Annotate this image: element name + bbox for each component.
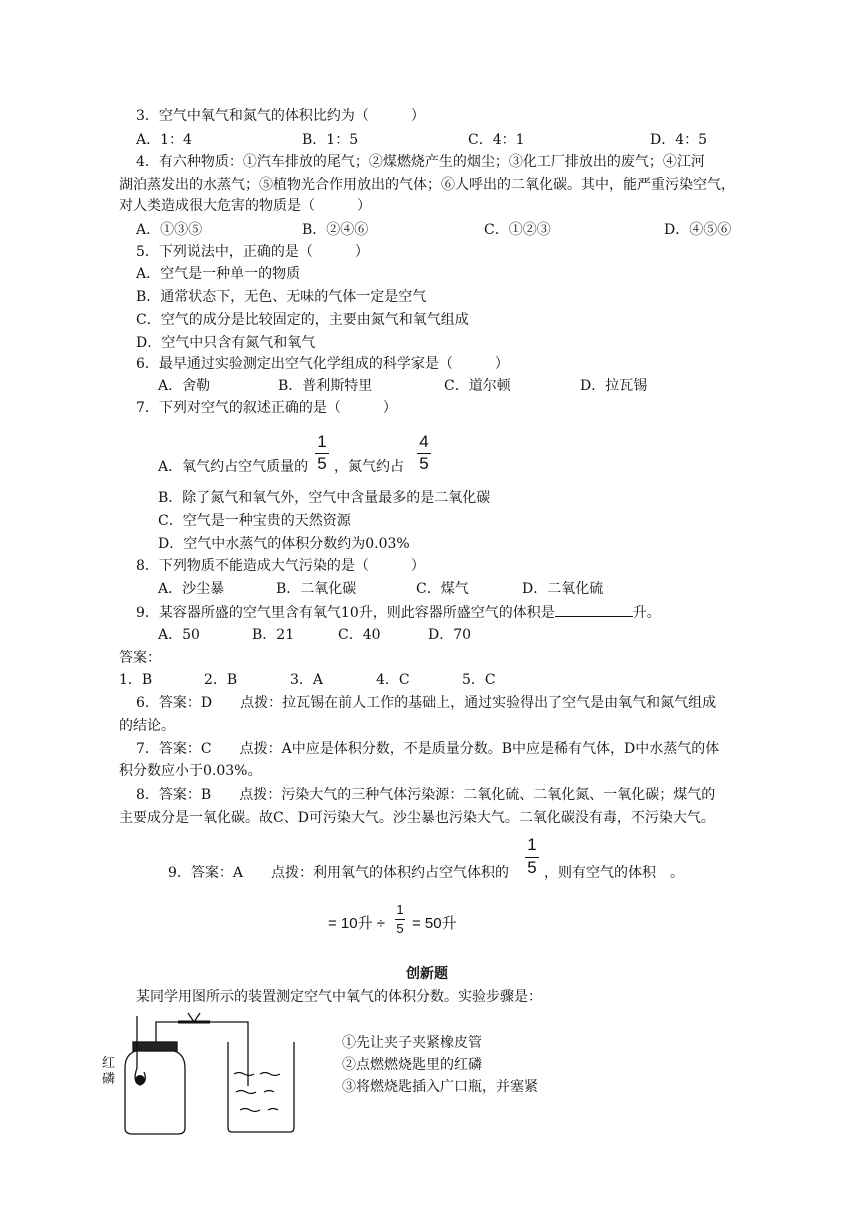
q7-frac1-numerator: 1	[317, 432, 327, 451]
answer-9-frac-denominator: 5	[527, 858, 537, 877]
q6-option-c: C．道尔顿	[444, 378, 511, 394]
q5-option-d: D．空气中只含有氮气和氧气	[136, 335, 316, 351]
q9-stem-before: 9．某容器所盛的空气里含有氧气10升，则此容器所盛空气的体积是	[136, 605, 555, 621]
q4-line-1: 4．有六种物质：①汽车排放的尾气；②煤燃烧产生的烟尘；③化工厂排放出的废气；④江河	[136, 154, 705, 170]
answer-1: 1．B	[119, 672, 153, 688]
equation-frac-denominator: 5	[396, 921, 404, 936]
q7-frac2-numerator: 4	[419, 432, 429, 451]
answer-9-frac-numerator: 1	[527, 835, 537, 854]
q9-option-b: B．21	[252, 627, 295, 643]
q4-option-b: B．②④⑥	[302, 222, 369, 238]
q5-stem: 5．下列说法中，正确的是（ ）	[136, 244, 369, 260]
q3-option-a: A．1：4	[136, 132, 192, 148]
beaker-outline	[228, 1042, 294, 1132]
bottle-outline	[125, 1050, 185, 1134]
q7-option-d: D．空气中水蒸气的体积分数约为0.03%	[158, 536, 410, 552]
innovation-title: 创新题	[406, 966, 448, 982]
equation-left: = 10升 ÷	[328, 915, 386, 932]
q4-line-2: 湖泊蒸发出的水蒸气；⑤植物光合作用放出的气体；⑥人呼出的二氧化碳。其中，能严重污染空气，	[119, 177, 735, 193]
q5-option-a: A．空气是一种单一的物质	[136, 266, 301, 282]
q6-option-b: B．普利斯特里	[278, 378, 373, 394]
q3-option-b: B．1：5	[302, 132, 359, 148]
water-wave	[234, 1073, 254, 1076]
equation-right: = 50升	[412, 915, 457, 932]
q6-stem: 6．最早通过实验测定出空气化学组成的科学家是（ ）	[136, 356, 509, 372]
answer-8-line-2: 主要成分是一氧化碳。故C、D可污染大气。沙尘暴也污染大气。二氧化碳没有毒，不污染大气。	[119, 810, 715, 826]
answers-heading: 答案：	[119, 650, 161, 666]
answer-7-line-2: 积分数应小于0.03%。	[119, 763, 262, 779]
q4-option-c: C．①②③	[484, 222, 551, 238]
answer-6-line-1: 6．答案：D 点拨：拉瓦锡在前人工作的基础上，通过实验得出了空气是由氧气和氮气组成	[136, 695, 717, 711]
q8-option-a: A．沙尘暴	[158, 581, 225, 597]
answer-9-part2: ，则有空气的体积 。	[544, 865, 684, 881]
q3-option-c: C．4：1	[468, 132, 525, 148]
q9-stem-after: 升。	[632, 605, 661, 621]
q7-stem: 7．下列对空气的叙述正确的是（ ）	[136, 400, 397, 416]
answer-9-part1: 9．答案：A 点拨：利用氧气的体积约占空气体积的	[168, 865, 510, 881]
answer-7-line-1: 7．答案：C 点拨：A中应是体积分数，不是质量分数。B中应是稀有气体，D中水蒸气的体	[136, 741, 720, 757]
innovation-step-1: ①先让夹子夹紧橡皮管	[342, 1035, 482, 1051]
q7-option-a-part1: A．氧气约占空气质量的	[158, 459, 309, 475]
q6-option-d: D．拉瓦锡	[580, 378, 648, 394]
q9-stem	[136, 602, 661, 623]
glass-tube-left	[156, 1022, 232, 1042]
q9-option-c: C．40	[338, 627, 381, 643]
q7-frac2-denominator: 5	[419, 454, 429, 473]
answer-3: 3．A	[290, 672, 324, 688]
apparatus-figure	[100, 1010, 330, 1140]
q5-option-b: B．通常状态下，无色、无味的气体一定是空气	[136, 289, 427, 305]
answer-6-line-2: 的结论。	[119, 718, 175, 734]
innovation-step-2: ②点燃燃烧匙里的红磷	[342, 1057, 482, 1073]
q4-option-d: D．④⑤⑥	[664, 222, 732, 238]
q5-option-c: C．空气的成分是比较固定的，主要由氮气和氧气组成	[136, 312, 469, 328]
answer-8-line-1: 8．答案：B 点拨：污染大气的三种气体污染源：二氧化硫、二氧化氮、一氧化碳；煤气的	[136, 787, 716, 803]
figure-label-red-phosphorus: 红磷	[102, 1056, 116, 1087]
q8-stem: 8．下列物质不能造成大气污染的是（ ）	[136, 558, 425, 574]
q8-option-c: C．煤气	[416, 581, 469, 597]
q4-option-a: A．①③⑤	[136, 222, 203, 238]
answer-2: 2．B	[204, 672, 238, 688]
stopper	[133, 1042, 177, 1051]
q8-option-b: B．二氧化碳	[276, 581, 357, 597]
q7-option-a-part2: ，氮气约占	[334, 459, 404, 475]
equation-frac-bar	[395, 919, 405, 920]
q3-stem: 3．空气中氧气和氮气的体积比约为（ ）	[136, 108, 425, 124]
q6-option-a: A．舍勒	[158, 378, 211, 394]
q9-option-d: D．70	[428, 627, 472, 643]
equation-frac-numerator: 1	[396, 902, 404, 917]
innovation-intro: 某同学用图所示的装置测定空气中氧气的体积分数。实验步骤是：	[136, 989, 542, 1005]
q7-option-c: C．空气是一种宝贵的天然资源	[158, 513, 351, 529]
q9-option-a: A．50	[158, 627, 200, 643]
answer-5: 5．C	[462, 672, 496, 688]
red-phosphorus	[135, 1075, 145, 1085]
q9-answer-blank	[555, 602, 633, 617]
q3-option-d: D．4：5	[650, 132, 708, 148]
q7-frac1-denominator: 5	[317, 454, 327, 473]
q4-line-3: 对人类造成很大危害的物质是（ ）	[119, 198, 371, 214]
q7-option-b: B．除了氮气和氧气外，空气中含量最多的是二氧化碳	[158, 490, 491, 506]
innovation-step-3: ③将燃烧匙插入广口瓶，并塞紧	[342, 1079, 538, 1095]
glass-tube-right	[232, 1022, 248, 1086]
answer-4: 4．C	[376, 672, 410, 688]
q8-option-d: D．二氧化硫	[522, 581, 604, 597]
apparatus-diagram	[100, 1010, 330, 1140]
